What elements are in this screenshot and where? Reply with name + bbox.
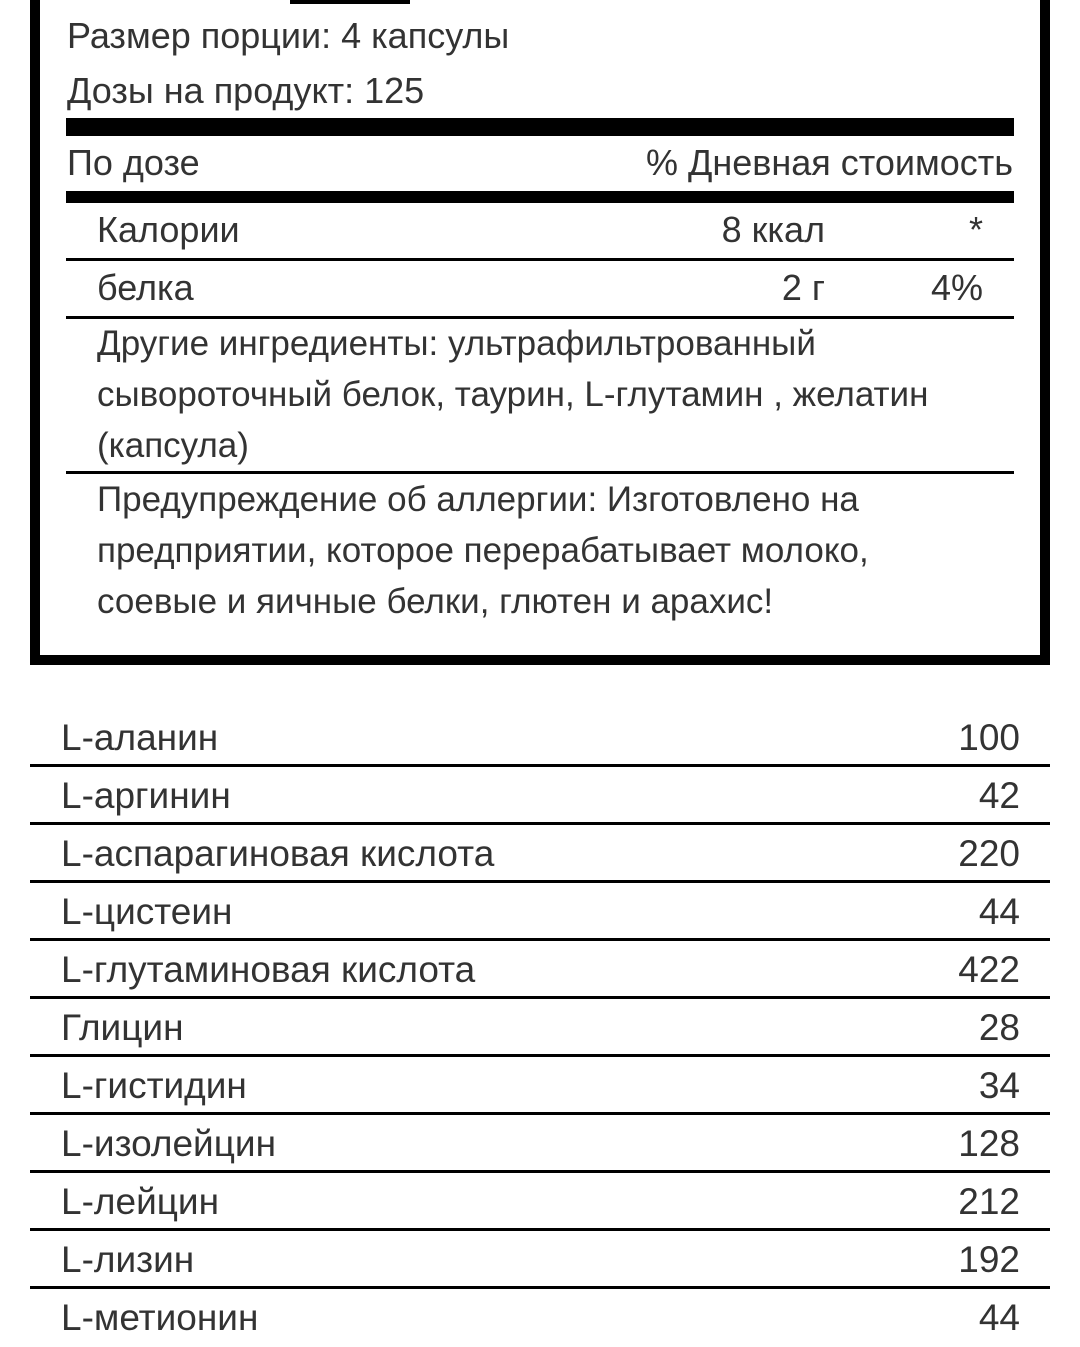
allergy-warning-line-2: предприятии, которое перерабатывает молоко, bbox=[97, 531, 869, 570]
daily-value-header: % Дневная стоимость bbox=[645, 142, 1013, 183]
amino-acid-name: L-глутаминовая кислота bbox=[61, 949, 476, 990]
amino-acid-value: 28 bbox=[978, 1007, 1020, 1048]
amino-acid-value: 192 bbox=[958, 1239, 1020, 1280]
table-row bbox=[30, 883, 1050, 941]
table-row bbox=[30, 999, 1050, 1057]
nutrient-dv-calories: * bbox=[968, 209, 983, 250]
servings-per-container: Дозы на продукт: 125 bbox=[67, 70, 425, 111]
nutrient-amount-calories: 8 ккал bbox=[721, 209, 825, 250]
amino-acid-value: 44 bbox=[978, 1297, 1020, 1338]
nutrient-amount-protein: 2 г bbox=[781, 267, 825, 308]
medium-divider bbox=[66, 191, 1014, 203]
amino-acid-value: 44 bbox=[978, 891, 1020, 932]
table-row bbox=[30, 1231, 1050, 1289]
amino-acid-value: 34 bbox=[978, 1065, 1020, 1106]
thick-divider bbox=[66, 118, 1014, 136]
nutrient-name-calories: Калории bbox=[97, 209, 240, 250]
serving-size: Размер порции: 4 капсулы bbox=[67, 15, 510, 56]
table-row bbox=[30, 825, 1050, 883]
nutrient-name-protein: белка bbox=[97, 267, 194, 308]
amino-acid-value: 128 bbox=[958, 1123, 1020, 1164]
amino-acid-name: L-лизин bbox=[61, 1239, 195, 1280]
per-serving-header: По дозе bbox=[67, 142, 200, 183]
amino-acid-value: 100 bbox=[958, 717, 1020, 758]
amino-acid-name: L-цистеин bbox=[61, 891, 233, 932]
table-row bbox=[30, 1173, 1050, 1231]
allergy-warning-line-3: соевые и яичные белки, глютен и арахис! bbox=[97, 582, 774, 621]
amino-acid-name: Глицин bbox=[61, 1007, 184, 1048]
table-row bbox=[30, 1289, 1050, 1347]
amino-acid-name: L-метионин bbox=[61, 1297, 259, 1338]
amino-acid-value: 220 bbox=[958, 833, 1020, 874]
amino-acid-name: L-лейцин bbox=[61, 1181, 220, 1222]
table-row bbox=[30, 1057, 1050, 1115]
table-row bbox=[30, 709, 1050, 767]
thin-divider bbox=[66, 258, 1014, 261]
amino-acid-value: 422 bbox=[958, 949, 1020, 990]
amino-acid-name: L-изолейцин bbox=[61, 1123, 277, 1164]
allergy-warning-line-1: Предупреждение об аллергии: Изготовлено на bbox=[97, 480, 859, 519]
amino-acid-value: 212 bbox=[958, 1181, 1020, 1222]
table-row bbox=[30, 767, 1050, 825]
table-row bbox=[30, 941, 1050, 999]
other-ingredients-line-3: (капсула) bbox=[97, 426, 249, 465]
amino-acid-value: 42 bbox=[978, 775, 1020, 816]
amino-acid-name: L-аспарагиновая кислота bbox=[61, 833, 495, 874]
cropped-title-fragment bbox=[290, 0, 410, 4]
table-row bbox=[30, 1115, 1050, 1173]
other-ingredients-line-1: Другие ингредиенты: ультрафильтрованный bbox=[97, 324, 816, 363]
amino-acid-name: L-аланин bbox=[61, 717, 219, 758]
other-ingredients-line-2: сывороточный белок, таурин, L-глутамин , желатин bbox=[97, 375, 929, 414]
amino-acid-name: L-гистидин bbox=[61, 1065, 247, 1106]
nutrient-dv-protein: 4% bbox=[930, 267, 983, 308]
amino-acid-name: L-аргинин bbox=[61, 775, 231, 816]
